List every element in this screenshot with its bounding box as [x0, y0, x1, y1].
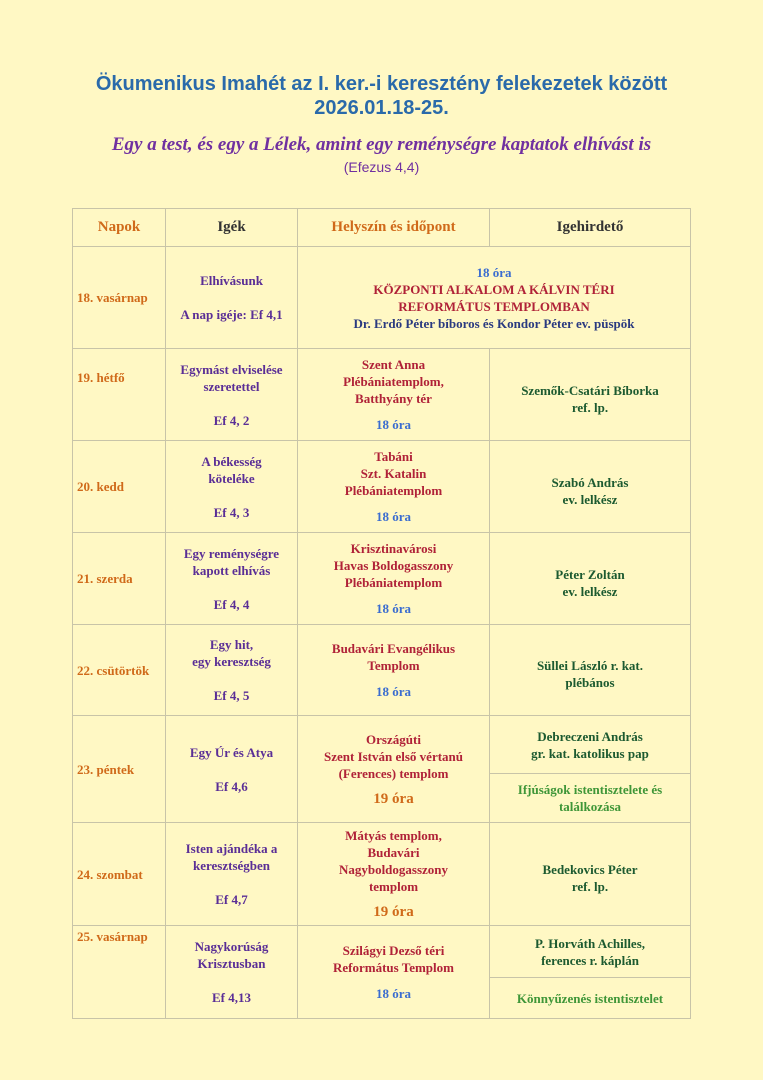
preacher-name: Szemők-Csatári Bíborka — [521, 382, 659, 398]
location-line: Templom — [367, 658, 420, 673]
location-cell — [298, 823, 490, 926]
preacher-cell — [490, 533, 691, 625]
word-line: Egy Úr és Atya — [189, 744, 274, 760]
table-row — [73, 247, 691, 349]
word-line: szeretettel — [203, 378, 260, 394]
event-time: 18 óra — [375, 509, 412, 524]
location-line: templom — [368, 879, 419, 894]
location-line: Havas Boldogasszony — [333, 558, 454, 573]
preacher-cell — [490, 716, 691, 774]
event-title-line: KÖZPONTI ALKALOM A KÁLVIN TÉRI — [373, 281, 615, 297]
word-line: Isten ajándéka a — [185, 841, 278, 856]
title-date: 2026.01.18-25. — [314, 97, 449, 119]
location-line: Budavári — [367, 845, 420, 860]
location-cell — [298, 625, 490, 716]
preacher-title: ref. lp. — [571, 399, 609, 415]
location-cell — [298, 926, 490, 1019]
schedule-table — [72, 208, 691, 1019]
word-line: Krisztusban — [197, 956, 266, 971]
table-row — [73, 926, 691, 978]
location-line: Szilágyi Dezső téri — [342, 943, 445, 958]
day-cell: 24. szombat — [73, 823, 166, 926]
location-cell — [298, 441, 490, 533]
day-cell: 25. vasárnap — [73, 926, 166, 1019]
col-header-preacher: Igehirdető — [490, 209, 691, 247]
location-cell — [298, 349, 490, 441]
word-line: köteléke — [208, 470, 255, 486]
col-header-day: Napok — [73, 209, 166, 247]
word-cell — [166, 823, 298, 926]
preacher-name: P. Horváth Achilles, — [534, 935, 646, 951]
word-ref: Ef 4, 4 — [213, 596, 250, 612]
location-line: Szt. Katalin — [360, 466, 427, 481]
table-row — [73, 441, 691, 533]
preacher-name: Süllei László r. kat. — [536, 658, 644, 673]
location-line: Szent István első vértanú — [323, 748, 464, 764]
word-line: Egy hit, — [209, 637, 254, 652]
word-ref: Ef 4,6 — [215, 778, 248, 794]
page-title — [0, 72, 763, 120]
event-time: 18 óra — [375, 684, 412, 699]
event-note: Ifjúságok istentisztelete és — [517, 782, 663, 797]
day-cell: 21. szerda — [73, 533, 166, 625]
location-line: Batthyány tér — [355, 391, 432, 406]
word-ref: Ef 4, 3 — [213, 504, 250, 520]
event-note: találkozása — [558, 799, 622, 814]
table-row — [73, 533, 691, 625]
word-ref: A nap igéje: Ef 4,1 — [180, 307, 283, 322]
location-line: Plébániatemplom — [344, 575, 443, 590]
word-line: Egymást elviselése — [180, 361, 283, 377]
event-preachers: Dr. Erdő Péter bíboros és Kondor Péter ev. püspök — [353, 315, 635, 331]
word-cell — [166, 247, 298, 349]
location-line: Református Templom — [333, 960, 454, 975]
table-row — [73, 625, 691, 716]
location-line: Országúti — [366, 731, 421, 747]
event-note-cell — [490, 978, 691, 1019]
location-line: Mátyás templom, — [345, 828, 442, 843]
location-cell — [298, 716, 490, 823]
day-cell: 22. csütörtök — [73, 625, 166, 716]
preacher-cell — [490, 926, 691, 978]
word-line: Nagykorúság — [194, 939, 269, 954]
day-cell: 18. vasárnap — [73, 247, 166, 349]
preacher-name: Péter Zoltán — [555, 566, 625, 582]
preacher-title: gr. kat. katolikus pap — [531, 745, 649, 761]
word-ref: Ef 4,7 — [215, 892, 248, 907]
word-cell — [166, 926, 298, 1019]
table-row — [73, 716, 691, 774]
bible-reference: (Efezus 4,4) — [343, 159, 420, 175]
location-line: Szent Anna — [361, 357, 426, 372]
day-cell: 19. hétfő — [73, 349, 166, 441]
location-line: Plébániatemplom, — [343, 374, 444, 389]
preacher-cell — [490, 625, 691, 716]
word-line: Elhívásunk — [200, 273, 263, 288]
word-line: Egy reménységre — [183, 545, 280, 561]
title-line-1: Ökumenikus Imahét az I. ker.-i keresztény felekezetek között — [95, 73, 668, 95]
event-time: 18 óra — [375, 986, 412, 1001]
word-ref: Ef 4, 2 — [213, 412, 250, 428]
word-line: keresztségben — [192, 858, 271, 873]
preacher-title: ferences r. káplán — [541, 952, 639, 968]
page-subtitle: Egy a test, és egy a Lélek, amint egy reménységre kaptatok elhívást is — [111, 134, 652, 155]
word-cell — [166, 716, 298, 823]
word-cell — [166, 533, 298, 625]
document-header — [0, 72, 763, 176]
preacher-title: plébános — [565, 675, 615, 690]
day-cell: 20. kedd — [73, 441, 166, 533]
preacher-cell — [490, 441, 691, 533]
preacher-name: Debreczeni András — [537, 728, 643, 744]
event-time: 19 óra — [373, 904, 414, 920]
event-time: 19 óra — [373, 790, 414, 807]
word-line: A békesség — [201, 453, 262, 469]
preacher-title: ev. lelkész — [562, 491, 618, 507]
central-event-cell — [298, 247, 691, 349]
preacher-cell — [490, 349, 691, 441]
word-cell — [166, 441, 298, 533]
event-note: Könnyűzenés istentisztelet — [516, 990, 664, 1006]
preacher-name: Bedekovics Péter — [542, 862, 638, 877]
location-line: Tabáni — [374, 449, 413, 464]
table-row — [73, 823, 691, 926]
preacher-name: Szabó András — [551, 474, 629, 490]
event-title-line: REFORMÁTUS TEMPLOMBAN — [398, 298, 590, 314]
event-time: 18 óra — [375, 601, 412, 616]
preacher-cell — [490, 823, 691, 926]
location-line: Krisztinavárosi — [350, 541, 437, 556]
location-line: Plébániatemplom — [344, 483, 443, 498]
event-note-cell — [490, 774, 691, 823]
word-ref: Ef 4, 5 — [213, 688, 250, 703]
location-cell — [298, 533, 490, 625]
col-header-word: Igék — [166, 209, 298, 247]
event-time: 18 óra — [476, 264, 512, 280]
preacher-title: ref. lp. — [571, 879, 609, 894]
preacher-title: ev. lelkész — [562, 583, 618, 599]
word-line: egy keresztség — [192, 654, 271, 669]
word-ref: Ef 4,13 — [212, 990, 251, 1005]
location-line: (Ferences) templom — [338, 765, 449, 781]
table-row — [73, 349, 691, 441]
col-header-location: Helyszín és időpont — [298, 209, 490, 247]
word-line: kapott elhívás — [192, 562, 271, 578]
location-line: Budavári Evangélikus — [331, 641, 456, 656]
location-line: Nagyboldogasszony — [338, 862, 449, 877]
word-cell — [166, 625, 298, 716]
table-header-row — [73, 209, 691, 247]
event-time: 18 óra — [375, 417, 412, 432]
word-cell — [166, 349, 298, 441]
day-cell: 23. péntek — [73, 716, 166, 823]
